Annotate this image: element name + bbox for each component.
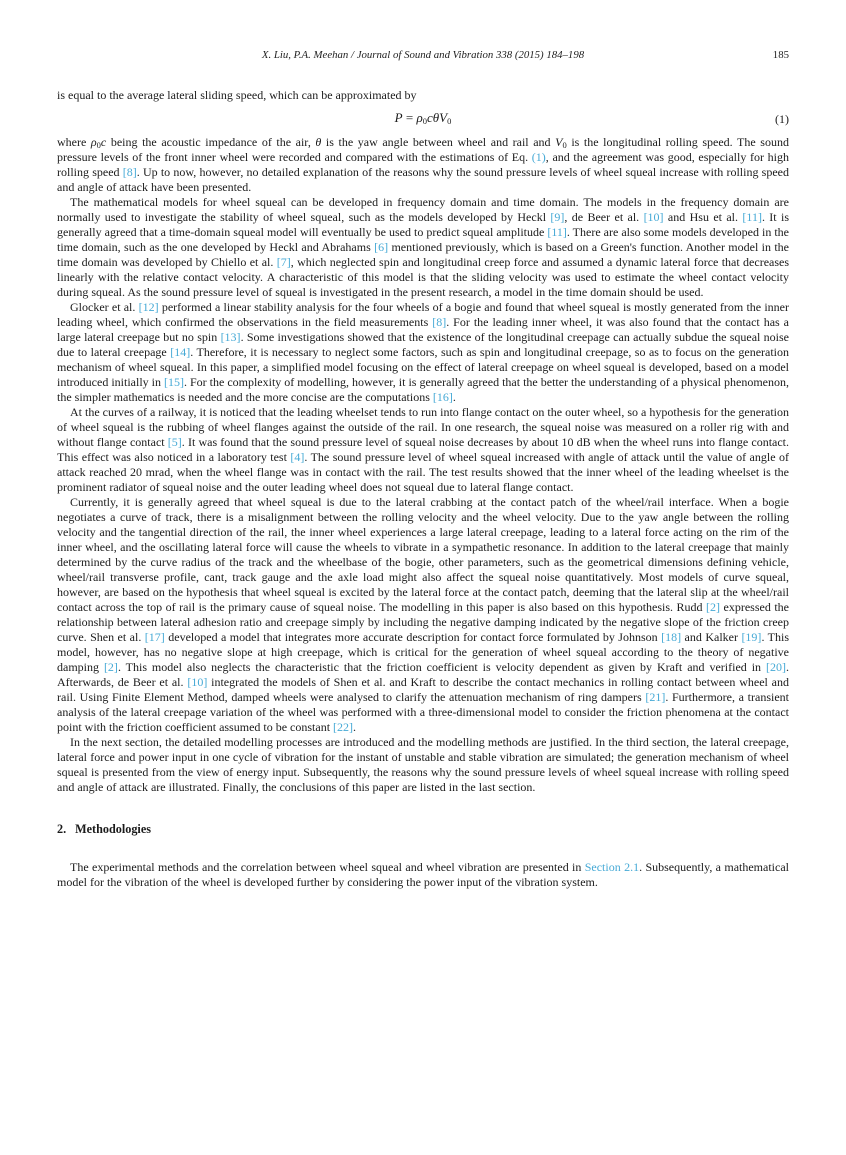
text-run: , and the agreement was good, especially for high rolling speed (57, 150, 790, 179)
text-run: is the yaw angle between wheel and rail and (321, 135, 556, 149)
text-run: , de Beer et al. (564, 210, 644, 224)
article-body (57, 88, 789, 890)
citation-link[interactable]: [12] (138, 300, 159, 314)
text-run: . This model also neglects the characteristic that the friction coefficient is velocity dependent as given by Kraft and verified in (117, 660, 766, 674)
paragraph (57, 300, 789, 405)
equation-formula (395, 110, 452, 125)
text-run: . Afterwards, de Beer et al. (57, 660, 789, 689)
text-run: performed a linear stability analysis for the four wheels of a bogie and found that wheel squeal is mostly generated from the inner leading wheel, which confirmed the observations in the field measurements (57, 300, 789, 329)
paragraph (57, 195, 789, 300)
citation-link[interactable]: [11] (742, 210, 762, 224)
math-variable: θ (432, 110, 440, 125)
citation-link[interactable]: Section 2.1 (584, 860, 640, 874)
text-run: and Kalker (681, 630, 742, 644)
text-run: At the curves of a railway, it is noticed that the leading wheelset tends to run into flange contact on the outer wheel, so a hypothesis for the generation of wheel squeal is the rubbing of wheel flanges against the outside of the rail. In one research, the squeal noise was measured on a roller rig with and without flange contact (57, 405, 790, 449)
text-run: Glocker et al. (70, 300, 139, 314)
text-run: where (57, 135, 91, 149)
citation-link[interactable]: [13] (220, 330, 241, 344)
citation-link[interactable]: [4] (290, 450, 305, 464)
section-number: 2. (57, 822, 67, 836)
text-run: = (402, 110, 417, 125)
text-run: . For the complexity of modelling, however, it is generally agreed that the better the understanding of a physical phenomenon, the simpler mathematics is needed and the more concise are the computations (57, 375, 789, 404)
citation-link[interactable]: [7] (276, 255, 291, 269)
equation-number: (1) (775, 112, 789, 126)
section-title: Methodologies (75, 822, 151, 836)
paragraph (57, 405, 789, 495)
text-run: and Hsu et al. (663, 210, 743, 224)
text-run: The experimental methods and the correlation between wheel squeal and wheel vibration are presented in (70, 860, 585, 874)
citation-link[interactable]: [8] (122, 165, 137, 179)
text-run: mentioned previously, which is based on a Green's function. Another model in the time domain was developed by Chiello et al. (57, 240, 789, 269)
text-run: is the longitudinal rolling speed. The sound pressure levels of the front inner wheel were recorded and compared with the estimations of Eq. (57, 135, 789, 164)
text-run: . Up to now, however, no detailed explanation of the reasons why the sound pressure levels of wheel squeal increase with rolling speed and angle of attack have been presented. (57, 165, 789, 194)
text-run: Currently, it is generally agreed that wheel squeal is due to the lateral crabbing at the contact patch of the wheel/rail interface. When a bogie negotiates a curve of track, there is a misalignment between the rolling velocity and the wheel velocity. Due to the yaw angle between the rolling velocity and the tangential direction of the rail, the inner wheel experiences a large lateral creepage, leading to a lateral force acting on the rim of the inner wheel, and the oscillating lateral force will cause the wheels to vibrate in a sympathetic resonance. In addition to the lateral creepage that mainly determined by the curve radius of the track and the wheelbase of the bogie, other parameters, such as the geometrical dimensions defining vehicle, wheel/rail transverse profile, cant, track gauge and the axle load might also affect the squeal noise quantitatively. Most models of curve squeal, however, are based on the hypothesis that wheel squeal is excited by the lateral force at the contact patch, deeming that the lateral slip at the wheel/rail contact across the top of rail is the primary cause of squeal noise. The modelling in this paper is also based on this hypothesis. Rudd (57, 495, 789, 614)
math-subscript: 0 (447, 116, 452, 126)
text-run: being the acoustic impedance of the air, (106, 135, 316, 149)
citation-link[interactable]: [8] (432, 315, 447, 329)
citation-link[interactable]: [5] (167, 435, 182, 449)
text-run: . There are also some models developed in the time domain, such as the one developed by Heckl and Abrahams (57, 225, 789, 254)
text-run: integrated the models of Shen et al. and Kraft to describe the contact mechanics in rolling contact between wheel and rail. Using Finite Element Method, damped wheels were analysed to clarify the attenuation mechanism of ring dampers (57, 675, 789, 704)
citation-link[interactable]: [10] (643, 210, 664, 224)
citation-link[interactable]: [11] (547, 225, 567, 239)
paragraph (57, 735, 789, 795)
paragraph (57, 135, 789, 195)
math-variable: θ (315, 135, 322, 149)
citation-link[interactable]: [22] (333, 720, 354, 734)
citation-link[interactable]: [2] (706, 600, 721, 614)
math-subscript: 0 (562, 140, 567, 150)
citation-link[interactable]: [2] (103, 660, 118, 674)
math-subscript: 0 (96, 140, 101, 150)
page-header (57, 48, 789, 63)
text-run: . For the leading inner wheel, it was also found that the contact has a large lateral creepage but no spin (57, 315, 789, 344)
text-run: expressed the relationship between lateral adhesion ratio and creepage simply by including the negative damping indicated by the negative slope of the friction creep curve. Shen et al. (57, 600, 789, 644)
text-run: In the next section, the detailed modelling processes are introduced and the modelling methods are justified. In the third section, the lateral creepage, lateral force and power input in one cycle of vibration for the instant of unstable and stable vibration are simulated; the generation mechanism of wheel squeal is presented from the view of energy input. Subsequently, the reasons why the sound pressure levels of wheel squeal increase with rolling speed and angle of attack are illustrated. Finally, the conclusions of this paper are listed in the last section. (57, 735, 789, 794)
math-variable: V (439, 110, 448, 125)
math-variable: ρ (90, 135, 97, 149)
text-run: . Some investigations showed that the existence of the longitudinal creepage can actually subdue the squeal noise due to lateral creepage (57, 330, 789, 359)
text-run: is equal to the average lateral sliding speed, which can be approximated by (57, 88, 417, 102)
paragraph (57, 88, 789, 103)
paragraph (57, 495, 789, 735)
text-run: The mathematical models for wheel squeal can be developed in frequency domain and time domain. The models in the frequency domain are normally used to investigate the stability of wheel squeal, such as the models developed by Heckl (57, 195, 789, 224)
citation-link[interactable]: [15] (163, 375, 184, 389)
citation-link[interactable]: [18] (661, 630, 682, 644)
math-subscript: 0 (422, 116, 427, 126)
text-run: . This model, however, has no negative slope at high creepage, which is critical for the generation of wheel squeal according to the theory of negative damping (57, 630, 790, 674)
page-number: 185 (772, 49, 789, 61)
text-run: . Furthermore, a transient analysis of the lateral creepage variation of the wheel was performed with a three-dimensional model to consider the friction phenomena at the contact point with the friction coefficient assumed to be constant (57, 690, 789, 734)
text-run: . The sound pressure level of wheel squeal increased with angle of attack until the value of angle of attack reached 20 mrad, when the wheel flange was in contact with the rail. The test results showed that the inner wheel of the leading wheelset is the prominent radiator of squeal noise and the outer leading wheel does not squeal due to lateral flange contact. (57, 450, 789, 494)
citation-link[interactable]: [6] (374, 240, 389, 254)
paragraph (57, 860, 789, 890)
citation-link[interactable]: [14] (170, 345, 191, 359)
text-run: . It is generally agreed that a time-domain squeal model will eventually be used to predict squeal amplitude (57, 210, 790, 239)
text-run: . (452, 390, 456, 404)
section-heading (57, 822, 789, 837)
text-run: . It was found that the sound pressure level of squeal noise decreases by about 10 dB when the wheel runs into flange contact. This effect was also noticed in a laboratory test (57, 435, 790, 464)
text-run: . (353, 720, 357, 734)
running-head-title: X. Liu, P.A. Meehan / Journal of Sound and Vibration 338 (2015) 184–198 (261, 49, 585, 61)
citation-link[interactable]: [20] (766, 660, 786, 674)
citation-link[interactable]: [19] (741, 630, 762, 644)
citation-link[interactable]: [21] (645, 690, 666, 704)
citation-link[interactable]: [17] (144, 630, 165, 644)
math-variable: c (100, 135, 107, 149)
math-variable: P (394, 110, 403, 125)
citation-link[interactable]: [10] (187, 675, 208, 689)
text-run: . Therefore, it is necessary to neglect some factors, such as spin and longitudinal creepage, so as to focus on the generation mechanism of wheel squeal. In this paper, a simplified model focusing on the effect of lateral creepage on wheel squeal is developed, based on a model introduced initially in (57, 345, 790, 389)
citation-link[interactable]: [9] (550, 210, 565, 224)
text-run: , which neglected spin and longitudinal creep force and assumed a dynamic lateral force that decreases linearly with the relative contact velocity. A characteristic of this model is that the sliding velocity was used to estimate the wheel contact velocity during squeal. As the sound pressure level of squeal is investigated in the present research, a model in the time domain should be used. (57, 255, 790, 299)
math-variable: c (426, 110, 433, 125)
citation-link[interactable]: (1) (531, 150, 546, 164)
text-run: . Subsequently, a mathematical model for the vibration of the wheel is developed further by considering the power input of the vibration system. (57, 860, 789, 889)
text-run: developed a model that integrates more accurate description for contact force formulated by Johnson (164, 630, 662, 644)
citation-link[interactable]: [16] (432, 390, 453, 404)
math-variable: ρ (416, 110, 423, 125)
math-variable: V (555, 135, 563, 149)
display-equation (57, 110, 789, 126)
